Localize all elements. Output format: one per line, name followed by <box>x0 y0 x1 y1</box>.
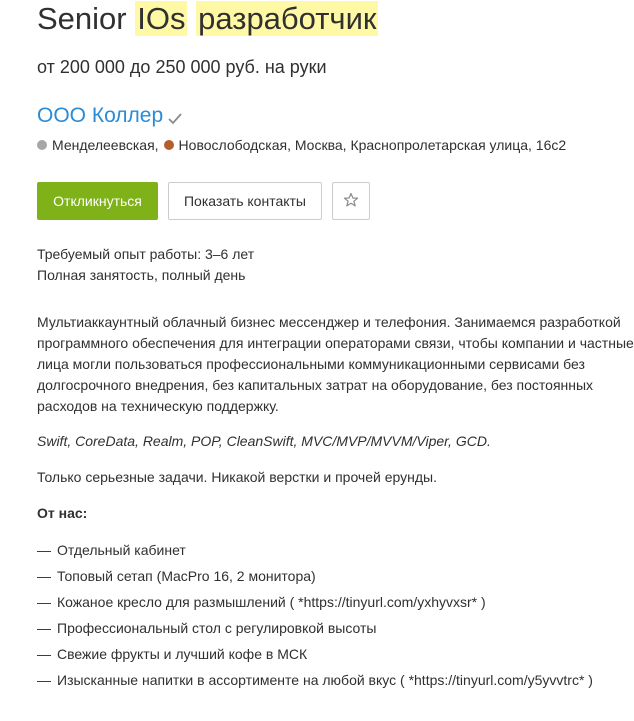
list-item: — Отдельный кабинет <box>37 542 186 558</box>
favorite-button[interactable] <box>332 182 370 220</box>
respond-button[interactable]: Откликнуться <box>37 182 158 220</box>
title-highlight-1: IOs <box>137 1 186 36</box>
list-item: — Топовый сетап (MacPro 16, 2 монитора) <box>37 568 316 584</box>
company-link[interactable] <box>37 104 183 128</box>
salary: от 200 000 до 250 000 руб. на руки <box>37 57 327 77</box>
tech-stack: Swift, CoreData, Realm, POP, CleanSwift, MVC/MVP/MVVM/Viper, GCD. <box>37 433 491 449</box>
star-icon <box>343 192 359 211</box>
list-item: — Изысканные напитки в ассортименте на любой вкус ( *https://tinyurl.com/y5yvvtrc* ) <box>37 672 593 688</box>
metro-station-1: Менделеевская, <box>52 137 159 153</box>
verified-check-icon <box>167 108 183 124</box>
employment-text: Полная занятость, полный день <box>37 267 246 283</box>
description-line: расходов на техническую поддержку. <box>37 398 279 414</box>
list-item: — Свежие фрукты и лучший кофе в МСК <box>37 646 308 662</box>
experience-text: Требуемый опыт работы: 3–6 лет <box>37 246 255 262</box>
company-name[interactable]: ООО Коллер <box>37 104 164 127</box>
list-item: — Кожаное кресло для размышлений ( *https://tinyurl.com/yxhyvxsr* ) <box>37 594 486 610</box>
metro-dot-icon <box>164 140 174 150</box>
description-line: Мультиаккаунтный облачный бизнес мессенджер и телефония. Занимаемся разработкой <box>37 314 621 330</box>
show-contacts-button[interactable]: Показать контакты <box>168 182 322 220</box>
description-paragraph <box>37 312 634 417</box>
metro-station-2-address: Новослободская, Москва, Краснопролетарская улица, 16с2 <box>178 137 567 153</box>
title-highlight-2: разработчик <box>198 1 377 36</box>
description-line: программного обеспечения для интеграции операторами связи, чтобы компании и частные <box>37 335 634 351</box>
vacancy-title <box>37 0 378 38</box>
offer-heading: От нас: <box>37 505 88 521</box>
description-line: лица могли пользоваться профессиональными коммуникационными сервисами без <box>37 356 585 372</box>
title-prefix: Senior <box>37 1 127 36</box>
tasks-text: Только серьезные задачи. Никакой верстки и прочей ерунды. <box>37 469 437 485</box>
description-line: долгосрочного внедрения, без капитальных затрат на оборудование, без постоянных <box>37 377 594 393</box>
address-line <box>37 137 566 153</box>
list-item: — Профессиональный стол с регулировкой высоты <box>37 620 377 636</box>
metro-dot-icon <box>37 140 47 150</box>
